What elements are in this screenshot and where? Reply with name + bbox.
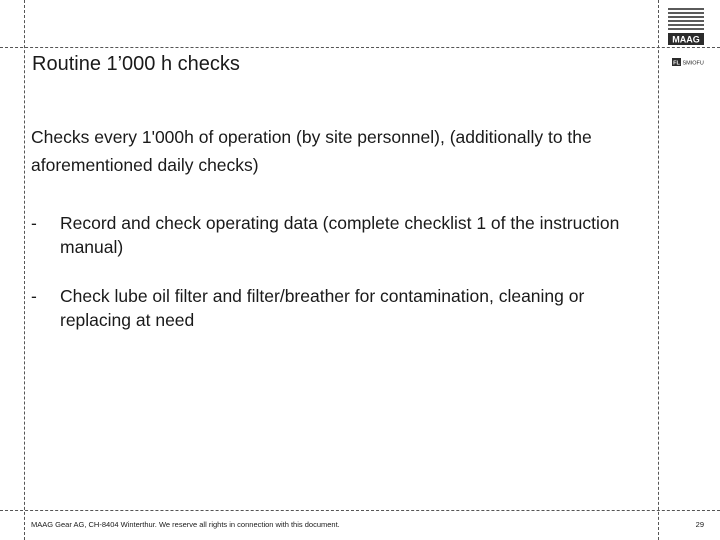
logo-badge-text: FL <box>673 60 680 67</box>
left-margin-line <box>24 0 25 540</box>
bullet-marker: - <box>31 213 37 233</box>
logo-brand-text: MAAG <box>672 34 700 45</box>
page-title: Routine 1’000 h checks <box>32 53 240 75</box>
right-margin-line <box>658 0 659 540</box>
intro-paragraph: Checks every 1'000h of operation (by site personnel), (additionally to the aforementioned daily checks) <box>31 127 592 175</box>
bullet-text: Record and check operating data (complete checklist 1 of the instruction manual) <box>60 213 620 257</box>
bottom-separator-line <box>0 510 720 511</box>
page-number: 29 <box>695 520 704 529</box>
bullet-marker: - <box>31 286 37 306</box>
logo-sub-text: SMIOFU <box>682 60 704 67</box>
footer-legal-text: MAAG Gear AG, CH-8404 Winterthur. We reserve all rights in connection with this document. <box>31 520 340 529</box>
bullet-text: Check lube oil filter and filter/breather for contamination, cleaning or replacing at need <box>60 286 585 330</box>
top-separator-line <box>0 47 720 48</box>
maag-logo <box>666 6 706 74</box>
